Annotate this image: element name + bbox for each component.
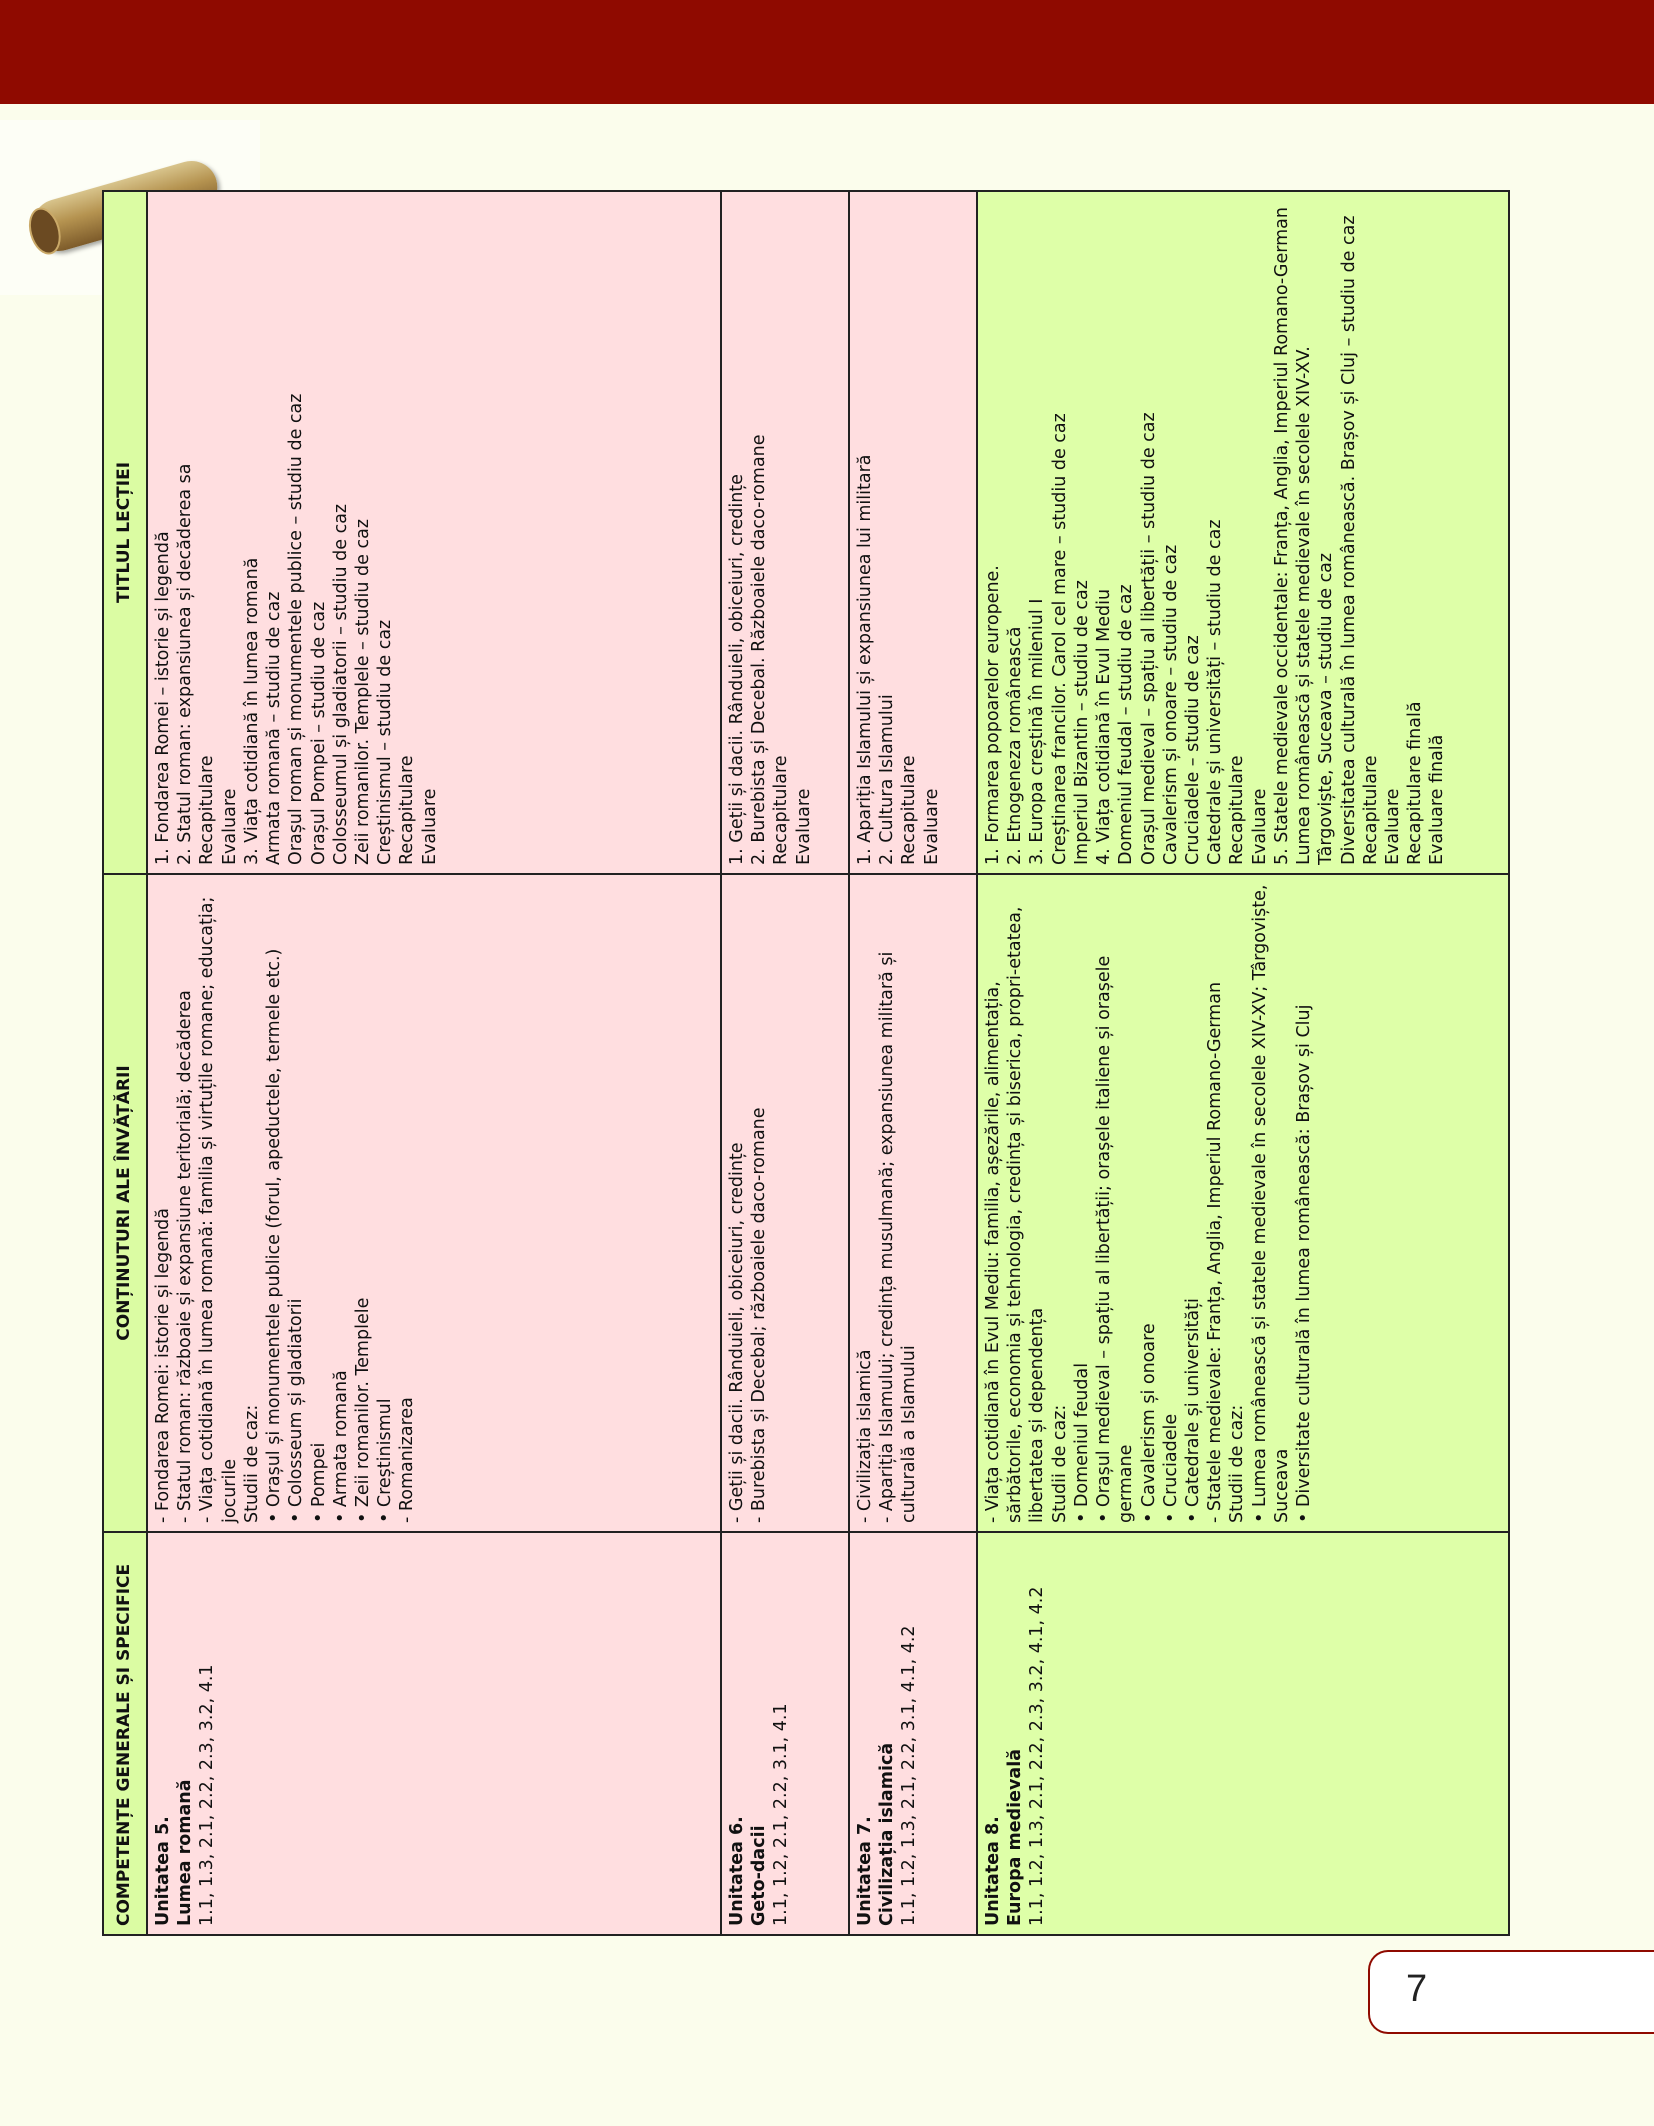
unit-name: Geto-dacii bbox=[749, 1825, 770, 1926]
contents-cell bbox=[978, 873, 1508, 1531]
lesson-line: Orașul Pompei – studiu de caz bbox=[308, 601, 329, 865]
lesson-line: Orașul roman și monumentele publice – studiu de caz bbox=[286, 393, 307, 865]
lesson-line: 1. Fondarea Romei – istorie și legendă bbox=[153, 531, 173, 865]
lesson-line: 1. Apariția Islamului și expansiunea lui militară bbox=[855, 454, 875, 865]
unit-name: Lumea romană bbox=[175, 1779, 196, 1926]
content-line: • Cavalerism și onoare bbox=[1138, 1323, 1159, 1523]
lesson-line: Evaluare finală bbox=[1427, 734, 1448, 865]
unit-competencies: 1.1, 1.2, 2.1, 2.2, 3.1, 4.1 bbox=[771, 1703, 792, 1926]
table-row bbox=[722, 192, 850, 1934]
lessons-cell bbox=[850, 192, 976, 873]
lesson-line: Evaluare bbox=[1382, 788, 1403, 865]
lesson-line: Colosseumul și gladiatorii – studiu de caz bbox=[330, 503, 351, 865]
lesson-line: 2. Etnogeneza românească bbox=[1005, 626, 1026, 865]
lesson-line: 3. Viața cotidiană în lumea romană bbox=[241, 557, 262, 865]
contents-cell bbox=[148, 873, 720, 1531]
unit-label: Unitatea 8. bbox=[983, 1816, 1003, 1926]
content-line: • Orașul și monumentele publice (forul, apeductele, termele etc.) bbox=[264, 948, 285, 1523]
unit-cell bbox=[978, 1531, 1508, 1934]
content-line: • Domeniul feudal bbox=[1071, 1362, 1092, 1523]
lesson-line: Cruciadele – studiu de caz bbox=[1182, 635, 1203, 865]
lesson-line: 2. Statul roman: expansiunea și decăderea sa bbox=[175, 463, 196, 865]
content-line: • Armata romană bbox=[330, 1370, 351, 1523]
lesson-line: Recapitulare bbox=[899, 755, 920, 865]
lesson-line: Recapitulare bbox=[771, 755, 792, 865]
lesson-line: Evaluare bbox=[1249, 788, 1270, 865]
lesson-line: 1. Formarea popoarelor europene. bbox=[983, 565, 1003, 865]
lesson-line: 3. Europa creștină în mileniul I bbox=[1027, 598, 1048, 865]
unit-label: Unitatea 7. bbox=[855, 1816, 875, 1926]
lesson-line: Lumea românească și statele medievale în secolele XIV-XV. bbox=[1294, 346, 1315, 865]
content-line: • Zeii romanilor. Templele bbox=[352, 1297, 373, 1523]
content-line: - Statul roman: războaie și expansiune teritorială; decăderea bbox=[175, 990, 196, 1523]
unit-label: Unitatea 5. bbox=[153, 1816, 173, 1926]
unit-cell bbox=[850, 1531, 976, 1934]
lesson-line: Recapitulare finală bbox=[1405, 701, 1426, 865]
content-line: - Fondarea Romei: istorie și legendă bbox=[153, 1208, 173, 1523]
content-line: - Viața cotidiană în lumea romană: familia și virtuțile romane; educația; jocurile bbox=[197, 896, 240, 1523]
content-line: - Romanizarea bbox=[397, 1397, 418, 1523]
lesson-line: 4. Viața cotidiană în Evul Mediu bbox=[1094, 588, 1115, 865]
page-number-tab bbox=[1368, 1950, 1654, 2034]
lesson-line: Evaluare bbox=[219, 788, 240, 865]
content-line: Studii de caz: bbox=[1049, 1404, 1070, 1523]
content-line: - Burebista și Decebal; războaiele daco-romane bbox=[749, 1107, 770, 1523]
lesson-line: Catedrale și universități – studiu de caz bbox=[1205, 519, 1226, 865]
contents-cell bbox=[722, 873, 848, 1531]
unit-cell bbox=[722, 1531, 848, 1934]
content-line: • Pompei bbox=[308, 1442, 329, 1523]
content-line: - Geții și dacii. Rânduieli, obiceiuri, credințe bbox=[727, 1142, 747, 1523]
lesson-line: Imperiul Bizantin – studiu de caz bbox=[1071, 580, 1092, 865]
content-line: • Catedrale și universități bbox=[1182, 1298, 1203, 1523]
lesson-line: Târgoviște, Suceava – studiu de caz bbox=[1316, 552, 1337, 865]
unit-competencies: 1.1, 1.2, 1.3, 2.1, 2.2, 2.3, 3.2, 4.1, 4.2 bbox=[1027, 1586, 1048, 1926]
lesson-line: Recapitulare bbox=[197, 755, 218, 865]
content-line: • Cruciadele bbox=[1160, 1413, 1181, 1523]
lesson-line: Domeniul feudal – studiu de caz bbox=[1116, 584, 1137, 865]
table-row bbox=[148, 192, 722, 1934]
content-line: • Colosseum și gladiatorii bbox=[286, 1298, 307, 1523]
lesson-line: Zeii romanilor. Templele – studiu de caz bbox=[352, 518, 373, 865]
lesson-line: Orașul medieval – spațiu al libertății – studiu de caz bbox=[1138, 412, 1159, 865]
header-competencies: COMPETENȚE GENERALE ȘI SPECIFICE bbox=[104, 1531, 146, 1934]
contents-cell bbox=[850, 873, 976, 1531]
content-line: - Apariția Islamului; credința musulmană; expansiunea militară și culturală a Islamului bbox=[877, 951, 920, 1523]
content-line: - Civilizația islamică bbox=[855, 1349, 875, 1523]
lessons-cell bbox=[148, 192, 720, 873]
lesson-line: Recapitulare bbox=[397, 755, 418, 865]
content-line: • Orașul medieval – spațiu al libertății; orașele italiene și orașele germane bbox=[1094, 955, 1137, 1523]
unit-cell bbox=[148, 1531, 720, 1934]
table-header-row bbox=[104, 192, 148, 1934]
content-line: • Creștinismul bbox=[375, 1398, 396, 1523]
lessons-cell bbox=[722, 192, 848, 873]
lesson-line: 5. Statele medievale occidentale: Franța, Anglia, Imperiul Romano-German bbox=[1271, 207, 1292, 865]
content-line: - Viața cotidiană în Evul Mediu: familia, așezările, alimentația, sărbătorile, economia și tehnologia, credința și biserica, propri-etatea, libertatea și dependența bbox=[983, 906, 1048, 1523]
lesson-line: 2. Burebista și Decebal. Războaiele daco-romane bbox=[749, 434, 770, 865]
lesson-line: Evaluare bbox=[793, 788, 814, 865]
unit-competencies: 1.1, 1.3, 2.1, 2.2, 2.3, 3.2, 4.1 bbox=[197, 1664, 218, 1926]
lesson-line: Evaluare bbox=[419, 788, 440, 865]
content-line: Studii de caz: bbox=[1227, 1404, 1248, 1523]
header-contents: CONȚINUTURI ALE ÎNVĂȚĂRII bbox=[104, 873, 146, 1531]
content-line: Studii de caz: bbox=[241, 1404, 262, 1523]
lesson-line: Armata romană – studiu de caz bbox=[264, 591, 285, 865]
lesson-line: Evaluare bbox=[921, 788, 942, 865]
lesson-line: Diversitatea culturală în lumea românească. Brașov și Cluj – studiu de caz bbox=[1338, 215, 1359, 865]
top-banner bbox=[0, 0, 1654, 104]
curriculum-table bbox=[102, 190, 1510, 1936]
unit-name: Europa medievală bbox=[1005, 1748, 1026, 1926]
content-line: - Statele medievale: Franța, Anglia, Imperiul Romano-German bbox=[1205, 981, 1226, 1523]
unit-label: Unitatea 6. bbox=[727, 1816, 747, 1926]
lesson-line: Cavalerism și onoare – studiu de caz bbox=[1160, 544, 1181, 865]
page-number: 7 bbox=[1406, 1968, 1428, 2010]
content-line: • Lumea românească și statele medievale în secolele XIV-XV; Târgoviște, Suceava bbox=[1249, 884, 1292, 1523]
table-row bbox=[850, 192, 978, 1934]
lesson-line: Creștinismul – studiu de caz bbox=[375, 619, 396, 865]
unit-name: Civilizația islamică bbox=[877, 1742, 898, 1926]
lesson-line: 2. Cultura Islamului bbox=[877, 694, 898, 865]
table-row bbox=[978, 192, 1508, 1934]
lessons-cell bbox=[978, 192, 1508, 873]
lesson-line: Creștinarea francilor. Carol cel mare – studiu de caz bbox=[1049, 413, 1070, 865]
lesson-line: 1. Geții și dacii. Rânduieli, obiceiuri, credințe bbox=[727, 474, 747, 865]
lesson-line: Recapitulare bbox=[1360, 755, 1381, 865]
lesson-line: Recapitulare bbox=[1227, 755, 1248, 865]
header-lessons: TITLUL LECȚIEI bbox=[114, 461, 134, 604]
content-line: • Diversitate culturală în lumea românească: Brașov și Cluj bbox=[1294, 1004, 1315, 1523]
unit-competencies: 1.1, 1.2, 1.3, 2.1, 2.2, 3.1, 4.1, 4.2 bbox=[899, 1625, 920, 1926]
